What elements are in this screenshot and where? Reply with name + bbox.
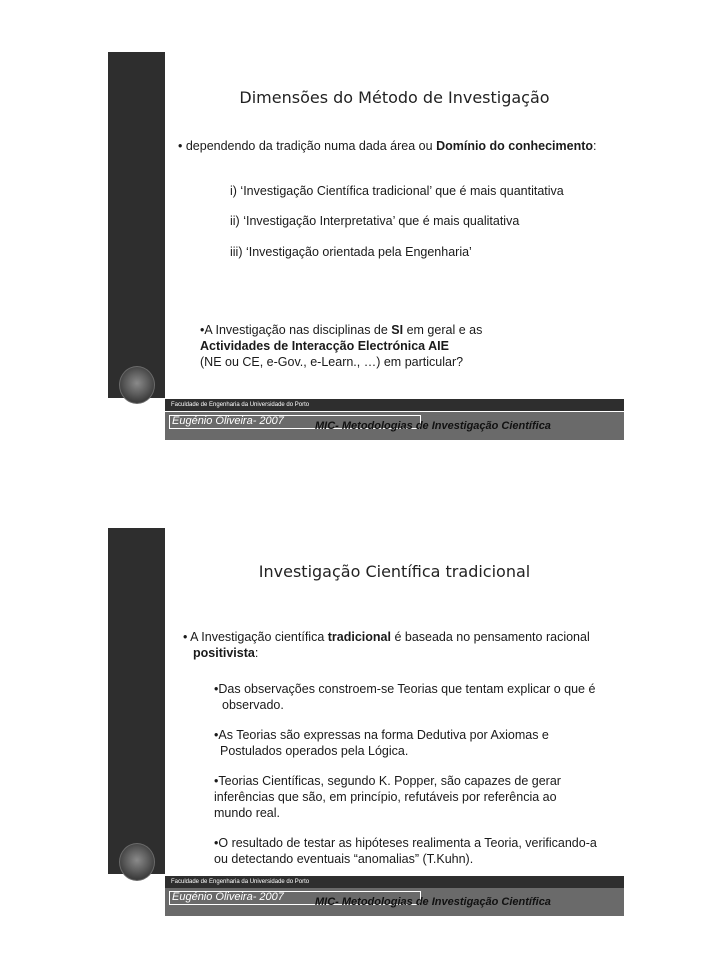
university-crest-icon <box>119 366 155 404</box>
paragraph-line: Postulados operados pela Lógica. <box>220 744 409 758</box>
note-line-2-bold: Actividades de Interacção Electrónica AIE <box>200 339 449 353</box>
feup-logo: FEUP <box>114 887 165 908</box>
slide-2 <box>108 528 624 874</box>
bullet-suffix: : <box>593 139 597 153</box>
paragraph-line: observado. <box>222 698 284 712</box>
list-item: iii) ‘Investigação orientada pela Engenharia’ <box>230 245 472 259</box>
faculty-strip: Faculdade de Engenharia da Universidade do Porto <box>165 399 624 411</box>
note-line-1 <box>200 322 482 339</box>
note-line-3: (NE ou CE, e-Gov., e-Learn., …) em particular? <box>200 355 464 369</box>
intro-line-1 <box>183 629 590 646</box>
paragraph-line: inferências que são, em princípio, refutáveis por referência ao <box>214 790 557 804</box>
bullet-bold: Domínio do conhecimento <box>436 139 594 153</box>
sidebar <box>108 528 165 874</box>
paragraph-line: •Teorias Científicas, segundo K. Popper, são capazes de gerar <box>214 774 561 788</box>
list-item: ii) ‘Investigação Interpretativa’ que é mais qualitativa <box>230 214 520 228</box>
bullet-prefix: • dependendo da tradição numa dada área ou <box>178 139 437 153</box>
note-prefix: •A Investigação nas disciplinas de <box>200 323 392 337</box>
paragraph-line: ou detectando eventuais “anomalias” (T.Kuhn). <box>214 852 474 866</box>
paragraph-line: •Das observações constroem-se Teorias que tentam explicar o que é <box>214 682 596 696</box>
note-bold: SI <box>391 323 404 337</box>
slide-title: Dimensões do Método de Investigação <box>239 88 550 107</box>
paragraph-line: •O resultado de testar as hipóteses realimenta a Teoria, verificando-a <box>214 836 597 850</box>
intro-bold: tradicional <box>327 630 391 644</box>
intro-prefix: • A Investigação científica <box>183 630 328 644</box>
intro-suffix: é baseada no pensamento racional <box>390 630 590 644</box>
paragraph-line: •As Teorias são expressas na forma Dedutiva por Axiomas e <box>214 728 549 742</box>
university-crest-icon <box>119 843 155 881</box>
intro-line-2-suffix: : <box>254 646 259 660</box>
intro-line-2 <box>193 645 258 662</box>
faculty-strip: Faculdade de Engenharia da Universidade do Porto <box>165 876 624 888</box>
slide-title: Investigação Científica tradicional <box>258 562 531 581</box>
footer-author: Eugénio Oliveira- 2007 <box>172 415 284 427</box>
list-item: i) ‘Investigação Científica tradicional’ que é mais quantitativa <box>230 184 564 198</box>
note-suffix: em geral e as <box>403 323 483 337</box>
slide-footer <box>165 888 624 916</box>
sidebar <box>108 52 165 398</box>
footer-author: Eugénio Oliveira- 2007 <box>172 891 284 903</box>
paragraph-line: mundo real. <box>214 806 281 820</box>
slide-footer <box>165 412 624 440</box>
bullet-text <box>178 138 597 155</box>
note-line-2 <box>200 338 449 355</box>
footer-course: MIC- Metodologias de Investigação Científica <box>315 420 551 432</box>
feup-logo: FEUP <box>114 411 165 432</box>
slide-1 <box>108 52 624 398</box>
footer-course: MIC- Metodologias de Investigação Científica <box>315 896 551 908</box>
intro-line-2-bold: positivista <box>193 646 255 660</box>
